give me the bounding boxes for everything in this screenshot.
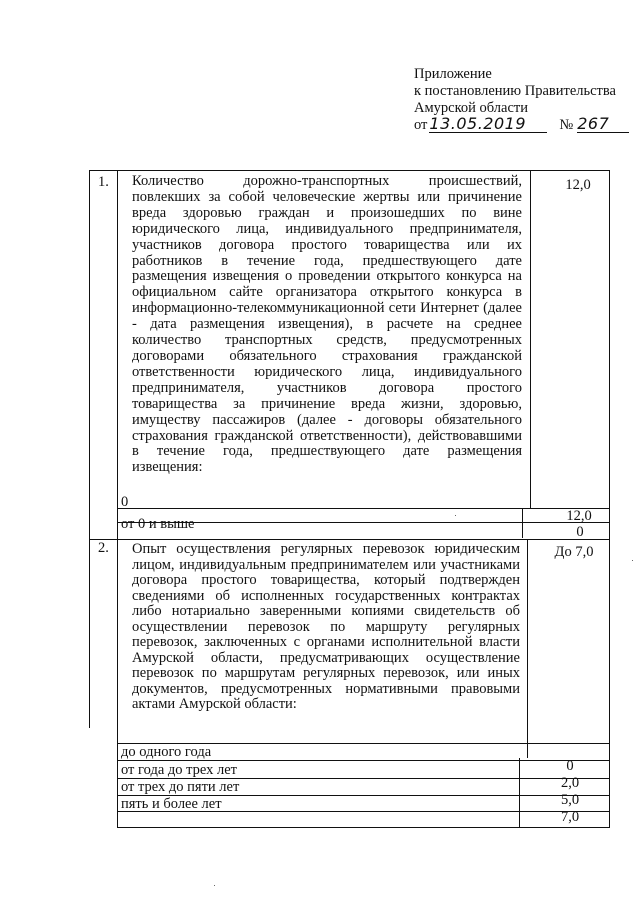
row1-number: 1. [98, 174, 109, 190]
table-top-border [89, 170, 609, 171]
appendix-title: Приложение [414, 66, 492, 82]
num-column-divider [117, 170, 118, 828]
row2-sub2-label: от года до трех лет [121, 762, 238, 778]
resolution-reference: к постановлению Правительства [414, 83, 616, 99]
row2-sub4-value: 7,0 [560, 809, 580, 825]
value-column-divider-1 [530, 170, 531, 508]
scan-speck [214, 885, 215, 886]
row1-criterion-text: Количество дорожно-транспортных происшествий, повлекших за собой человеческие жертвы или причинение вреда здоровью граждан и произошедших по вине юридического лица, индивидуального предпринимателя, участников договора простого товарищества или их работников в течение года, предшествующего дате размещения извещения о проведении открытого конкурса на официальном сайте организатора открытого конкурса в информационно-телекоммуникационной сети Интернет (далее - дата размещения извещения), в расчете на среднее количество транспортных средств, предусмотренных договорами обязательного страхования гражданской ответственности юридического лица, индивидуального предпринимателя, участников договора простого товарищества за причинение вреда жизни, здоровью, имуществу пассажиров (далее - договоры обязательного страхования гражданской ответственности), действовавшими в течение года, предшествующего дате размещения извещения: [132, 173, 522, 476]
row2-sub1-label: до одного года [121, 744, 212, 760]
row2-max-value: До 7,0 [554, 544, 594, 560]
row2-sub3-value: 5,0 [560, 792, 580, 808]
value-column-divider-1b [522, 508, 523, 538]
scan-speck [455, 515, 456, 516]
row2-sub1-value: 0 [566, 758, 574, 774]
row2-sub3-label: от трех до пяти лет [121, 779, 240, 795]
number-label: № [559, 117, 574, 133]
row1-sub-divider-1 [117, 508, 609, 509]
value-column-divider-2 [527, 540, 528, 758]
row2-sub-divider-2 [117, 760, 609, 761]
handwritten-number: 267 [577, 117, 629, 133]
row1-max-value: 12,0 [565, 177, 591, 193]
row2-sub2-value: 2,0 [560, 775, 580, 791]
scan-speck [632, 560, 633, 561]
row2-sub4-label: пять и более лет [121, 796, 222, 812]
row-divider [89, 539, 609, 540]
row1-sub1-label: 0 [121, 494, 129, 510]
table-right-border [609, 170, 610, 828]
row2-number: 2. [98, 540, 109, 556]
table-left-border [89, 170, 90, 728]
row2-criterion-text: Опыт осуществления регулярных перевозок юридическим лицом, индивидуальным предпринимателем или участниками договора простого товарищества, который подтвержден сведениями об исполненных государственных контрактах либо нотариально заверенными копиями свидетельств об осуществлении перевозок по маршруту регулярных перевозок, заключенных с органами исполнительной власти Амурской области, предусматривающих осуществление перевозок по маршрутам регулярных перевозок, или иных документов, предусмотренных нормативными правовыми актами Амурской области: [132, 541, 520, 712]
region-name: Амурской области [414, 100, 528, 116]
table-bottom-border [117, 827, 609, 828]
value-column-divider-2b [519, 758, 520, 828]
row1-sub2-value: 0 [576, 524, 584, 540]
row1-sub1-value: 12,0 [566, 508, 592, 524]
row1-sub2-label: от 0 и выше [121, 516, 195, 532]
from-label: от [414, 117, 428, 133]
handwritten-date: 13.05.2019 [429, 117, 547, 133]
